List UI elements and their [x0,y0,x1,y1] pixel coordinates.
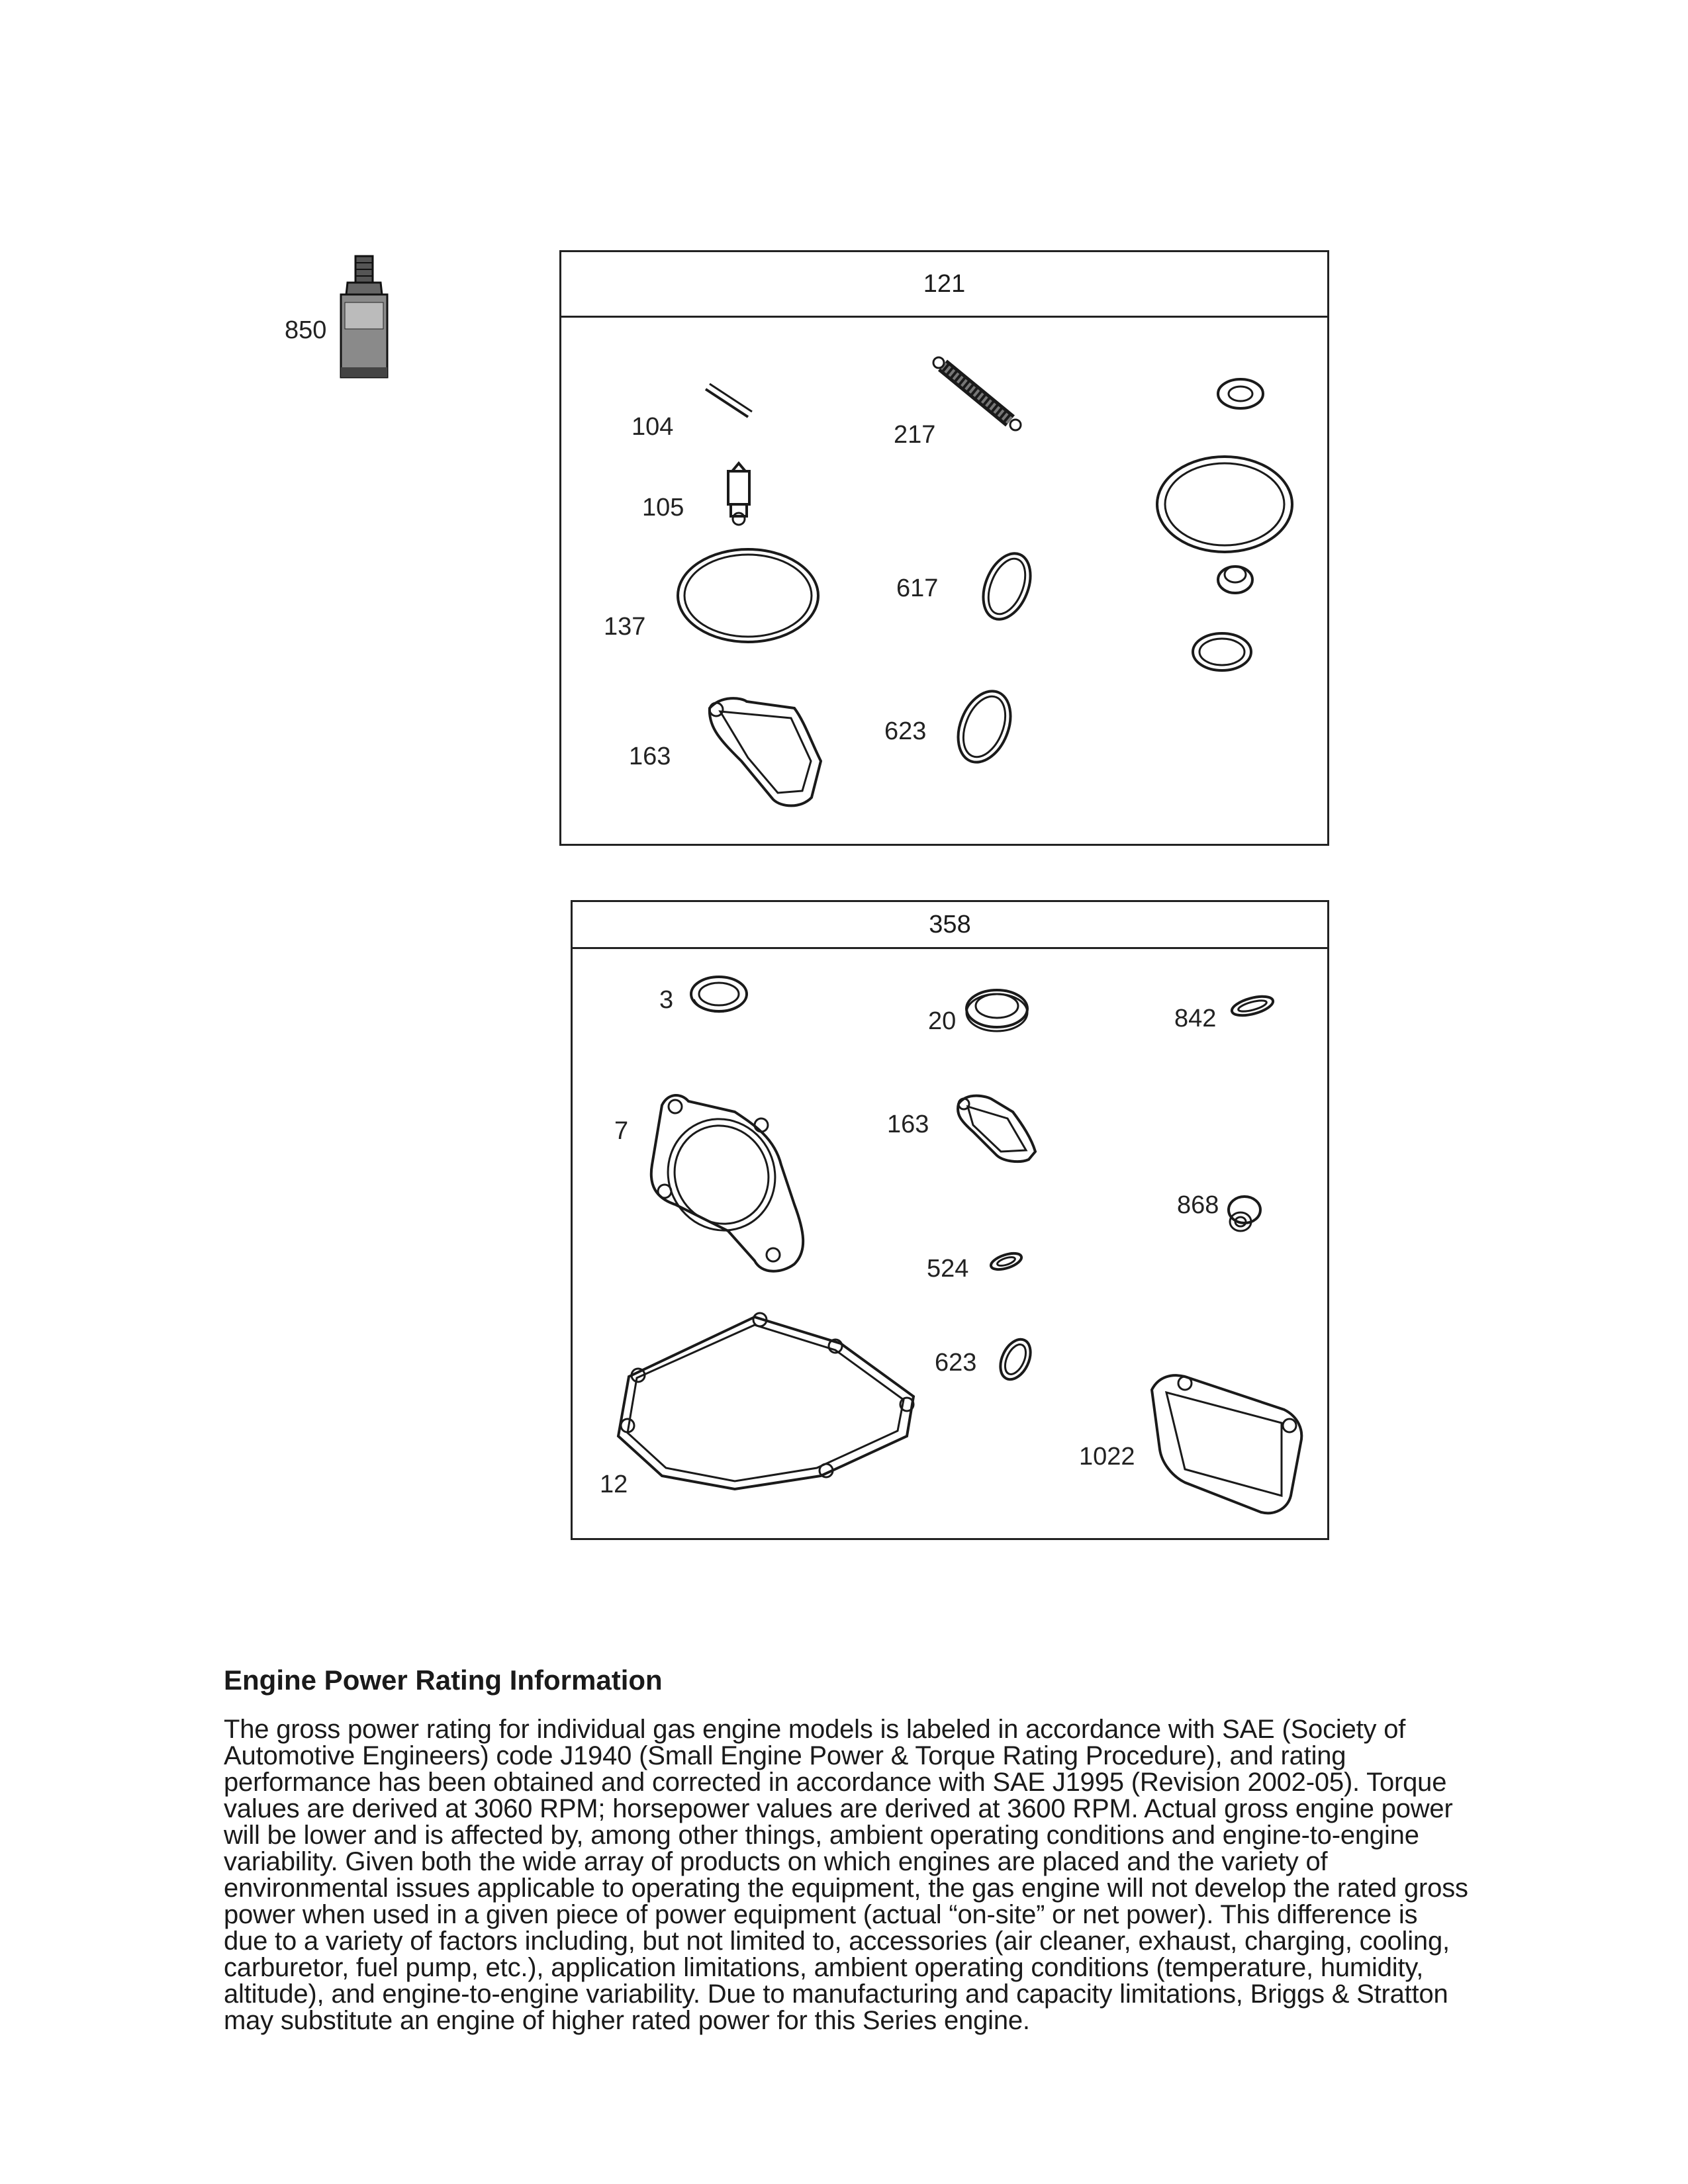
note-title: Engine Power Rating Information [224,1664,663,1696]
callout-617: 617 [896,574,939,602]
gasket-163-bottom [958,1096,1035,1161]
ring-842 [1230,993,1275,1019]
callout-12: 12 [600,1471,628,1498]
gasket-1022 [1152,1375,1301,1513]
kit-358-number: 358 [929,910,971,938]
callout-868: 868 [1177,1191,1219,1219]
crankcase-gasket-12 [618,1313,914,1489]
ring-524 [989,1250,1023,1273]
callout-163-bottom: 163 [887,1111,929,1138]
callout-20: 20 [928,1007,957,1035]
kit-121-number: 121 [923,269,966,298]
callout-163-top: 163 [629,743,671,770]
callout-105: 105 [642,494,684,522]
callout-137: 137 [604,613,646,641]
engine-power-note [224,1664,1468,2034]
note-body: The gross power rating for individual gas engine models is labeled in accordance with SAE (Society of Automotive Engineers) code J1940 (Small Engine Power & Torque Rating Procedure), and rating performance has been obtained and corrected in accordance with SAE J1995 (Revision 2002-05). Torque values are derived at 3060 RPM; horsepower values are derived at 3600 RPM. Actual gross engine power will be lower and is affected by, among other things, ambient operating conditions and engine-to-engine variability. Given both the wide array of products on which engines are placed and the variety of environmental issues applicable to operating the equipment, the gas engine will not develop the rated gross power when used in a given piece of power equipment (actual “on-site” or net power). This difference is due to a variety of factors including, but not limited to, accessories (air cleaner, exhaust, charging, cooling, carburetor, fuel pump, etc.), application limitations, ambient operating conditions (temperature, humidity, altitude), and engine-to-engine variability. Due to manufacturing and capacity limitations, Briggs & Stratton may substitute an engine of higher rated power for this Series engine. [224,1715,1468,2035]
callout-1022: 1022 [1079,1443,1135,1471]
callout-524: 524 [927,1255,969,1283]
callout-850: 850 [285,316,327,344]
callout-217: 217 [894,421,936,449]
callout-104: 104 [632,413,674,441]
head-gasket-7 [650,1095,804,1271]
callout-7: 7 [614,1117,629,1145]
callout-623-bottom: 623 [935,1349,977,1377]
callout-842: 842 [1174,1005,1217,1032]
ring-623-bottom [994,1335,1036,1385]
fitting-868 [1229,1197,1260,1231]
callout-3: 3 [659,986,674,1014]
callout-623-top: 623 [884,717,927,745]
